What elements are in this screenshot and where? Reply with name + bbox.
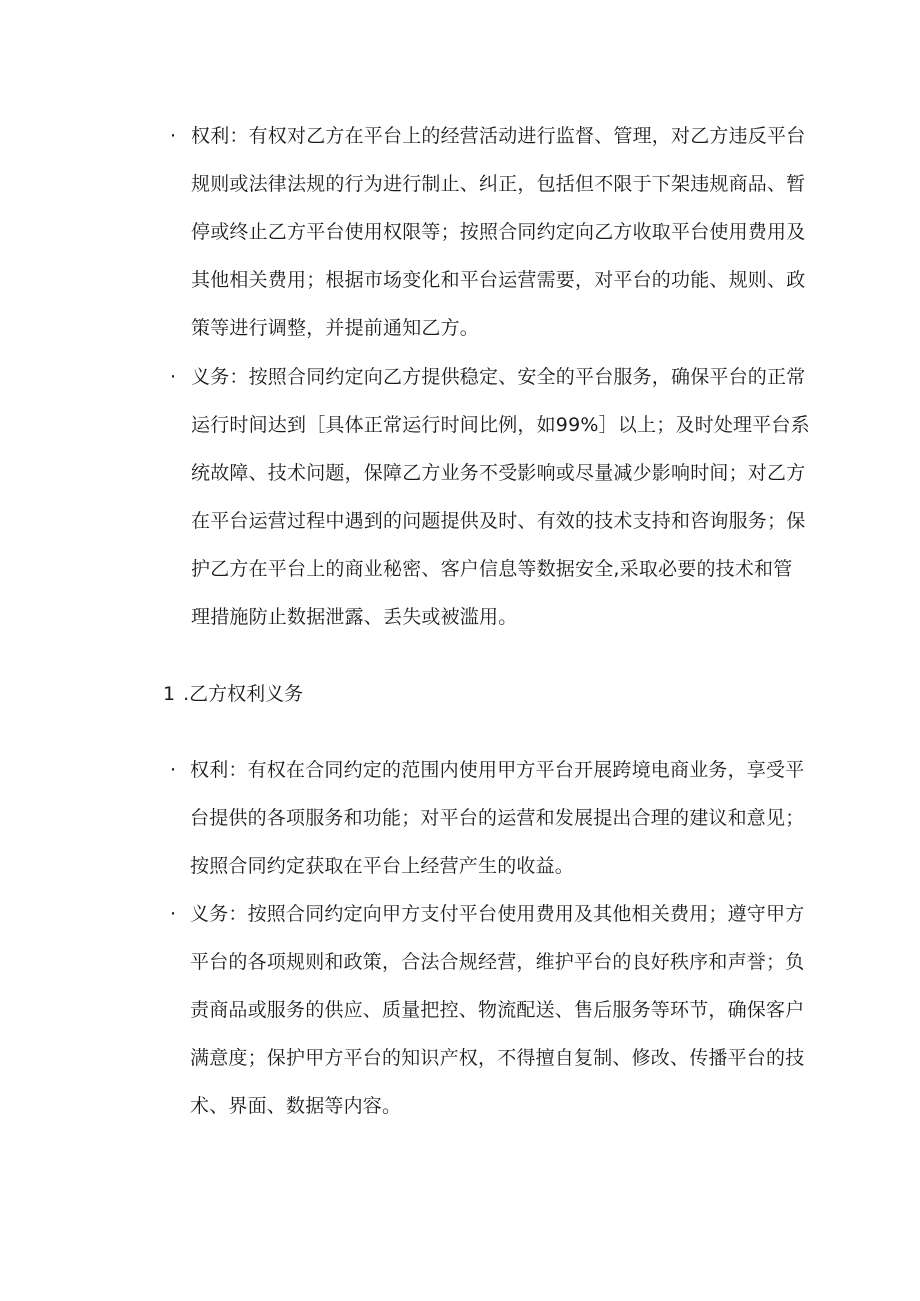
section-heading-party-b <box>163 670 303 718</box>
bullet-marker: · <box>170 366 177 388</box>
party-a-rights-text: 权利：有权对乙方在平台上的经营活动进行监督、管理，对乙方违反平台规则或法律法规的行为进行制止、纠正，包括但不限于下架违规商品、暂停或终止乙方平台使用权限等；按照合同约定向乙方收取平台使用费用及其他相关费用；根据市场变化和平台运营需要，对平台的功能、规则、政策等进行调整，并提前通知乙方。 <box>191 125 806 339</box>
section-title: .乙方权利义务 <box>183 683 304 705</box>
party-b-obligations-item <box>170 890 810 1130</box>
section-number: 1 <box>163 683 176 705</box>
party-a-rights-item <box>170 112 810 352</box>
party-a-obligations-text: 义务：按照合同约定向乙方提供稳定、安全的平台服务，确保平台的正常运行时间达到［具体正常运行时间比例，如99%］以上；及时处理平台系统故障、技术问题，保障乙方业务不受影响或尽量减少影响时间；对乙方在平台运营过程中遇到的问题提供及时、有效的技术支持和咨询服务；保护乙方在平台上的商业秘密、客户信息等数据安全,采取必要的技术和管理措施防止数据泄露、丢失或被滥用。 <box>191 366 810 628</box>
party-b-rights-text: 权利：有权在合同约定的范围内使用甲方平台开展跨境电商业务，享受平台提供的各项服务和功能；对平台的运营和发展提出合理的建议和意见；按照合同约定获取在平台上经营产生的收益。 <box>190 759 805 877</box>
bullet-marker: · <box>170 903 177 925</box>
bullet-marker: · <box>170 759 177 781</box>
party-b-obligations-text: 义务：按照合同约定向甲方支付平台使用费用及其他相关费用；遵守甲方平台的各项规则和政策，合法合规经营，维护平台的良好秩序和声誉；负责商品或服务的供应、质量把控、物流配送、售后服务等环节，确保客户满意度；保护甲方平台的知识产权，不得擅自复制、修改、传播平台的技术、界面、数据等内容。 <box>190 903 805 1117</box>
party-b-rights-item <box>170 746 810 890</box>
bullet-marker: · <box>170 125 177 147</box>
party-a-obligations-item <box>170 353 810 641</box>
